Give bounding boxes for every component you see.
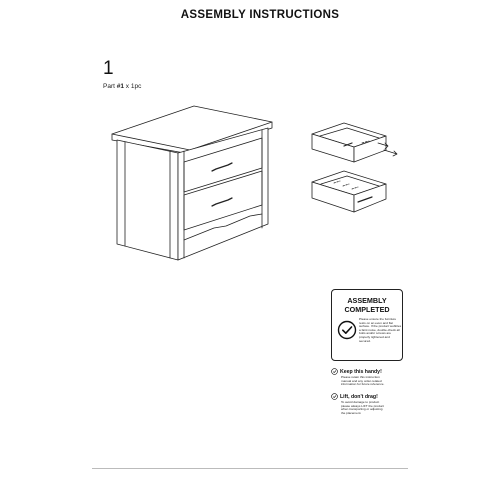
- nightstand-side: [117, 140, 178, 260]
- note-lift-dont-drag: [331, 393, 406, 415]
- page-title: ASSEMBLY INSTRUCTIONS: [180, 9, 340, 21]
- card-title-line1: ASSEMBLY: [347, 296, 387, 305]
- note-header: [331, 368, 406, 375]
- note-title: Lift, don't drag!: [340, 393, 378, 400]
- part-quantity: x 1pc: [125, 83, 142, 90]
- check-circle-icon: [331, 393, 338, 400]
- step-number: 1: [103, 58, 114, 79]
- part-number: #1: [116, 83, 124, 90]
- assembly-completed-card: [331, 289, 403, 361]
- card-title-line2: COMPLETED: [344, 305, 390, 314]
- note-header: [331, 393, 406, 400]
- note-keep-handy: [331, 368, 406, 387]
- drawer-insert-diagram: [312, 123, 397, 162]
- card-text: Please ensure the furniture rests on an even and flat surface. If the product wobbles a faint noise, double-check all bolts and/or screws are properly tightened and secured.: [359, 317, 402, 343]
- part-prefix: Part: [103, 83, 115, 90]
- footer-divider: [92, 468, 408, 469]
- drawer-rail-diagram: [312, 171, 386, 212]
- check-circle-icon: [337, 320, 357, 340]
- card-title: [332, 296, 402, 314]
- note-title: Keep this handy!: [340, 368, 382, 375]
- check-circle-icon: [331, 368, 338, 375]
- note-body: Please retain this instruction manual and any order-related information for future reference.: [341, 375, 385, 387]
- note-body: To avoid damage to product please always LIFT the product when transporting or adjusting the placement.: [341, 400, 384, 415]
- nightstand-drawing: [112, 106, 272, 260]
